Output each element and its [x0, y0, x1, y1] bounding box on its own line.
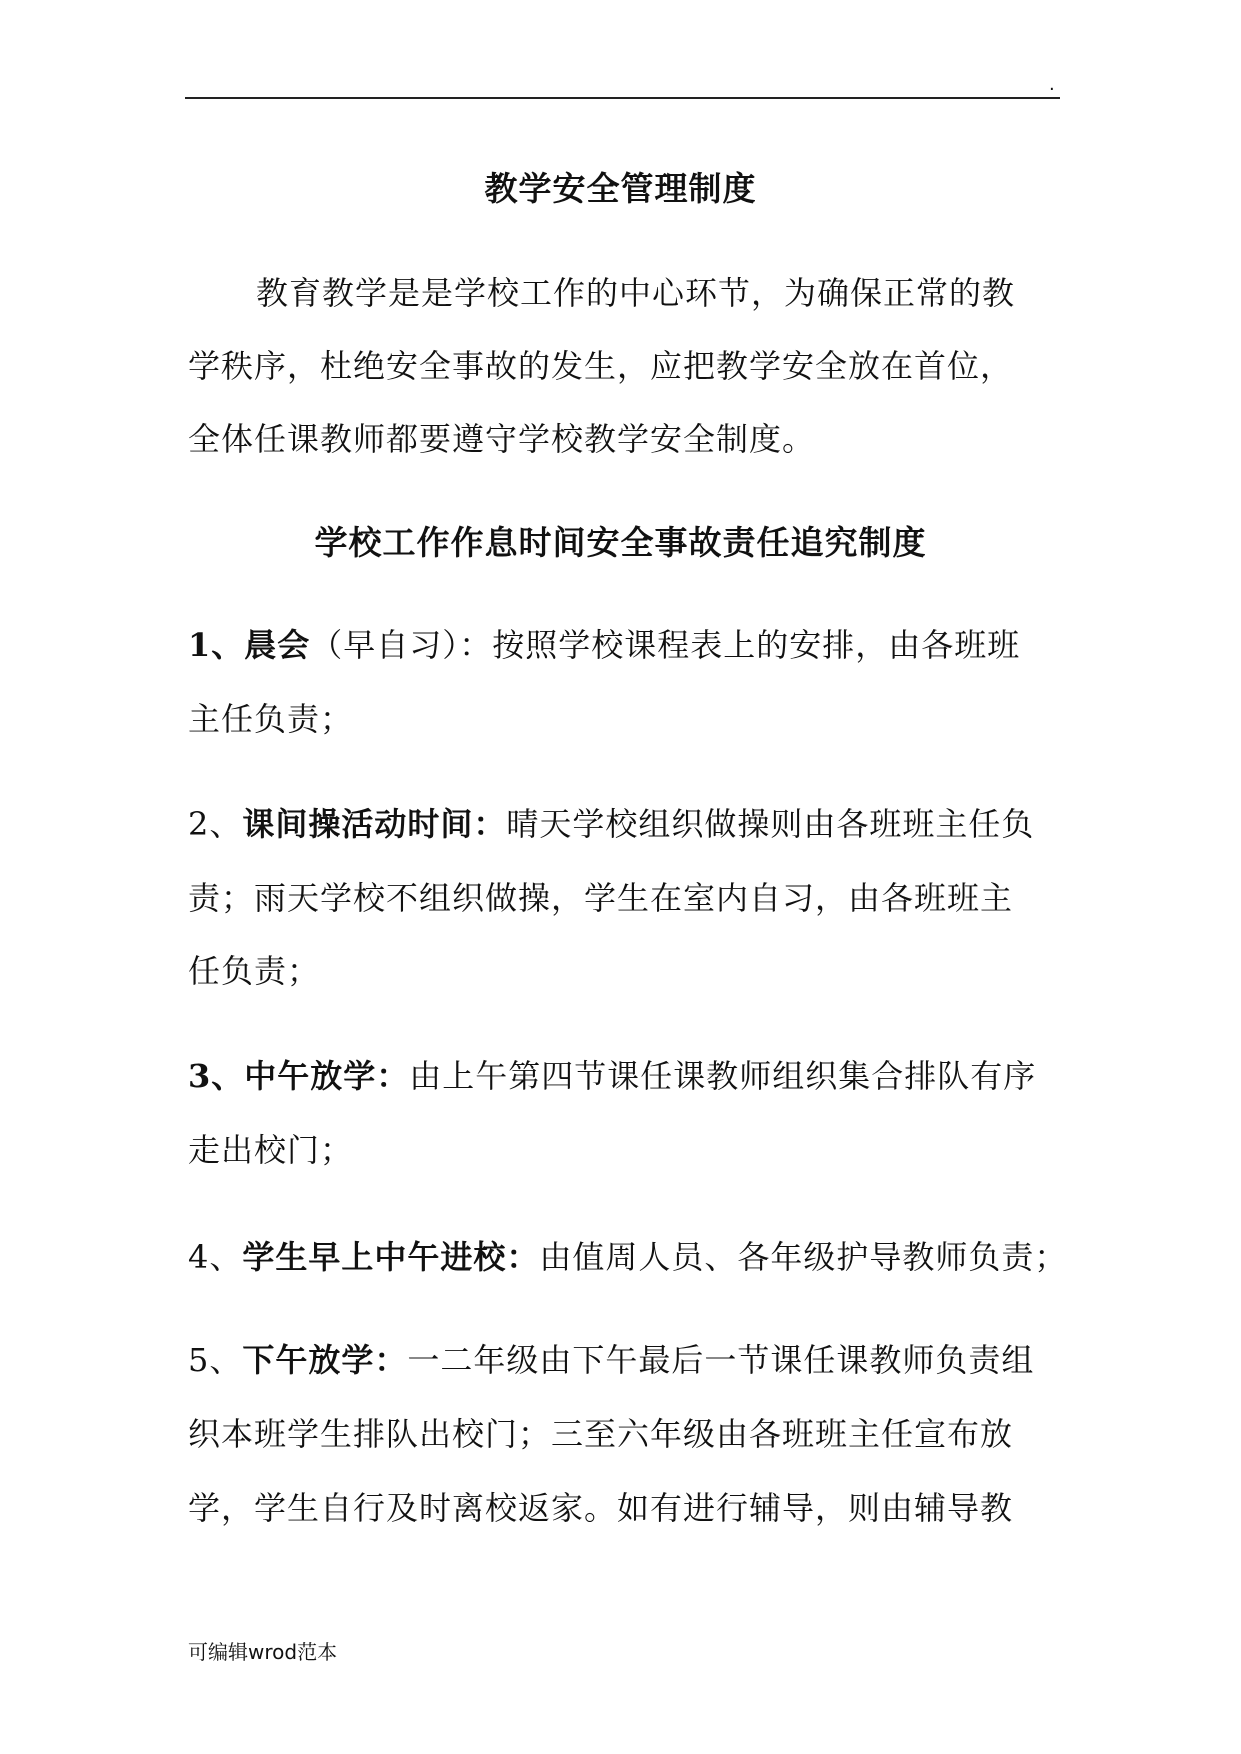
- item-5-number: 5、: [188, 1341, 243, 1379]
- item-1-line-2: 主任负责；: [188, 700, 354, 738]
- item-2-line-1: [188, 799, 1034, 845]
- item-2-number: 2、: [188, 805, 243, 843]
- item-2-heading: 课间操活动时间：: [242, 805, 507, 843]
- item-5-text: 一二年级由下午最后一节课任课教师负责组: [407, 1341, 1035, 1379]
- item-4-line-1: [188, 1232, 1067, 1278]
- item-4-text: 由值周人员、各年级护导教师负责；: [539, 1238, 1068, 1276]
- footer-text: 可编辑wrod范本: [188, 1640, 338, 1664]
- intro-line-3: 全体任课教师都要遵守学校教学安全制度。: [188, 420, 816, 458]
- item-5-line-3: 学，学生自行及时离校返家。如有进行辅导，则由辅导教: [188, 1489, 1014, 1527]
- item-3-heading: 中午放学：: [244, 1057, 410, 1095]
- intro-line-1: 教育教学是是学校工作的中心环节，为确保正常的教: [256, 274, 1016, 312]
- item-2-text: 晴天学校组织做操则由各班班主任负: [506, 805, 1035, 843]
- item-5-heading: 下午放学：: [242, 1341, 408, 1379]
- intro-line-2: 学秩序，杜绝安全事故的发生，应把教学安全放在首位，: [188, 347, 1014, 385]
- item-3-text: 由上午第四节课任课教师组织集合排队有序: [409, 1057, 1037, 1095]
- item-2-line-3: 任负责；: [188, 952, 321, 990]
- header-rule: [185, 97, 1060, 99]
- item-1-text: （早自习）：按照学校课程表上的安排，由各班班: [310, 626, 1021, 664]
- item-3-line-2: 走出校门；: [188, 1131, 354, 1169]
- item-4-number: 4、: [188, 1238, 243, 1276]
- item-1-number: 1、: [188, 626, 245, 664]
- section-subtitle: 学校工作作息时间安全事故责任追究制度: [314, 523, 927, 562]
- item-1-heading: 晨会: [244, 626, 311, 664]
- item-3-number: 3、: [188, 1057, 245, 1095]
- header-mark: .: [1049, 74, 1055, 95]
- item-1-line-1: [188, 620, 1020, 666]
- document-title: 教学安全管理制度: [484, 169, 757, 208]
- item-5-line-2: 织本班学生排队出校门；三至六年级由各班班主任宣布放: [188, 1415, 1014, 1453]
- item-2-line-2: 责；雨天学校不组织做操，学生在室内自习，由各班班主: [188, 879, 1014, 917]
- item-4-heading: 学生早上中午进校：: [242, 1238, 540, 1276]
- item-3-line-1: [188, 1051, 1036, 1097]
- item-5-line-1: [188, 1335, 1034, 1381]
